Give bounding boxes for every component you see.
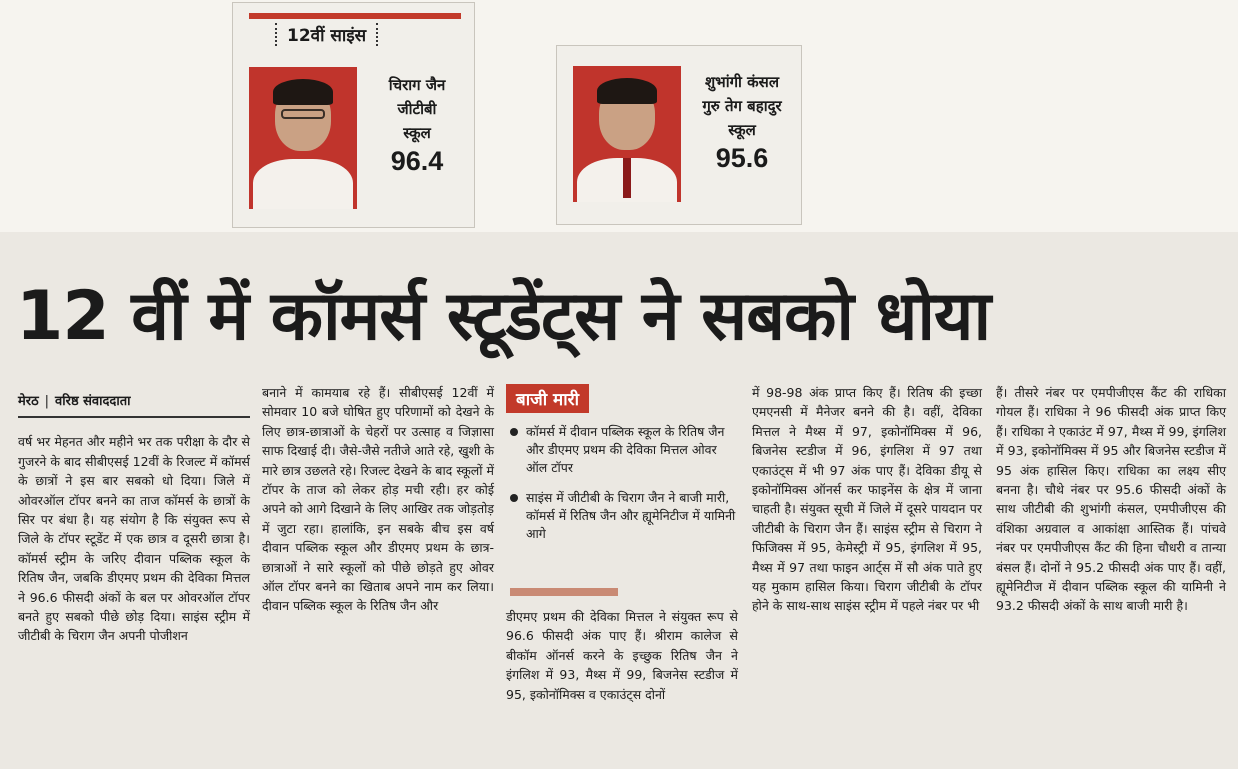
dateline: मेरठ | वरिष्ठ संवाददाता [18, 392, 250, 418]
student-school: जीटीबी [397, 100, 437, 118]
article-column-5 [996, 383, 1226, 616]
divider-bar [510, 588, 618, 596]
student-school-suffix: स्कूल [403, 124, 431, 142]
section-header [249, 13, 461, 49]
dateline-reporter: वरिष्ठ संवाददाता [55, 394, 131, 409]
column-text: डीएमए प्रथम की देविका मित्तल ने संयुक्त रूप से 96.6 फीसदी अंक पाए हैं। श्रीराम कालेज से बीकॉम ऑनर्स करने के इच्छुक रितिष जैन ने इंगलिश में 93, मैथ्स में 99, बिजनेस स्टडीज में 95, इकोनॉमिक्स व एकाउंट्स दोनों [506, 609, 738, 702]
student-name: चिराग जैन [388, 76, 446, 94]
column-text: में 98-98 अंक प्राप्त किए हैं। रितिष की इच्छा एमएनसी में मैनेजर बनने की है। वहीं, देविका मित्तल ने मैथ्स में 97, इकोनॉमिक्स में 96, बिजनेस स्टडीज में 96, इंगलिश में 97 तथा एकाउंट्स में भी 97 अंक पाए हैं। देविका डीयू से इकोनॉमिक्स ऑनर्स कर फाइनेंस के क्षेत्र में जाना चाहती है। संयुक्त सूची में जिले में दूसरे पायदान पर जीटीबी के चिराग जैन हैं। साइंस स्ट्रीम से चिराग ने फिजिक्स में 95, केमेस्ट्री में 95, इंगलिश में 95, मैथ्स में 97 तथा फाइन आर्ट्स में सौ अंक पाते हुए यह मुकाम हासिल किया। चिराग जीटीबी के टॉपर होने के साथ-साथ साइंस स्ट्रीम में पहले नंबर पर भी [752, 385, 982, 614]
highlights-title: बाजी मारी [506, 384, 589, 413]
student-name: शुभांगी कंसल [704, 73, 779, 91]
topper-card-second [556, 45, 802, 225]
student-caption [685, 70, 799, 173]
dateline-place: मेरठ [18, 394, 39, 409]
article-column-1 [18, 392, 250, 646]
column-text: बनाने में कामयाब रहे हैं। सीबीएसई 12वीं में सोमवार 10 बजे घोषित हुए परिणामों को देखने के लिए छात्र-छात्राओं के चेहरों पर उत्साह व जिज्ञासा साफ दिखाई दी। जैसे-जैसे नतीजे आते रहे, खुशी के मारे छात्र उछलते रहे। रिजल्ट देखने के बाद स्कूलों में टॉपर के ताज को लेकर होड़ मची रही। हर कोई अपने को आगे दिखाने के लिए आखिर तक जोड़तोड़ में जुटा रहा। हालांकि, इन सबके बीच इस वर्ष दीवान पब्लिक स्कूल और डीएमए प्रथम के छात्र-छात्राओं ने सारे स्कूलों को पीछे छोड़ते हुए ओवर ऑल टॉपर बनने का खिताब अपने नाम कर लिया। दीवान पब्लिक स्कूल के रितिष जैन और [262, 385, 494, 614]
article-column-3 [506, 607, 738, 704]
topper-card-science [232, 2, 475, 228]
article-column-4 [752, 383, 982, 616]
student-score: 95.6 [715, 143, 769, 173]
student-photo [573, 66, 681, 202]
section-label: 12वीं साइंस [275, 23, 378, 46]
highlights-box [506, 384, 738, 596]
highlight-item: साइंस में जीटीबी के चिराग जैन ने बाजी मारी, कॉमर्स में रितिष जैन और ह्यूमेनिटीज में यामिनी आगे [506, 489, 738, 543]
article-column-2 [262, 383, 494, 616]
student-score: 96.4 [390, 146, 444, 176]
student-photo [249, 67, 357, 209]
student-caption [365, 73, 469, 176]
student-school-suffix: स्कूल [728, 121, 756, 139]
student-school: गुरु तेग बहादुर [702, 97, 782, 115]
column-text: हैं। तीसरे नंबर पर एमपीजीएस कैंट की राधिका गोयल हैं। राधिका ने 96 फीसदी अंक प्राप्त किए हैं। राधिका ने एकाउंट में 97, मैथ्स में 99, इंगलिश में 93, इकोनॉमिक्स में 95 और बिजनेस स्टडीज में 95 अंक हासिल किए। राधिका का लक्ष्य सीए बनना है। चौथे नंबर पर 95.6 फीसदी अंकों के साथ जीटीबी की शुभांगी कंसल, एमपीजीएस की वंशिका अग्रवाल व आकांक्षा आस्तिक हैं। पांचवे नंबर पर एमपीजीएस कैंट की हिना चौधरी व तान्या बंसल हैं। दोनों ने 95.2 फीसदी अंक पाए हैं। वहीं, ह्यूमेनिटीज में दीवान पब्लिक स्कूल की यामिनी ने 93.2 फीसदी अंकों के साथ बाजी मारी है। [996, 385, 1226, 614]
article-headline: 12 वीं में कॉमर्स स्टूडेंट्स ने सबको धोया [16, 277, 991, 356]
column-text: वर्ष भर मेहनत और महीने भर तक परीक्षा के दौर से गुजरने के बाद सीबीएसई 12वीं के रिजल्ट में कॉमर्स के छात्रों ने इस बार सबको धो दिया। जिले में ओवरऑल टॉपर बनने का ताज कॉमर्स के छात्रों के सिर पर बंधा है। यह संयोग है कि संयुक्त रूप से जिले के टॉपर स्टूडेंट में एक छात्र व दूसरी छात्रा है। कॉमर्स स्ट्रीम के जरिए दीवान पब्लिक स्कूल के रितिष जैन, जबकि डीएमए प्रथम की देविका मित्तल ने 96.6 फीसदी अंकों के बल पर ओवरऑल टॉपर बनते हुए सबको पीछे छोड़ दिया। साइंस स्ट्रीम में जीटीबी के चिराग जैन अपनी पोजीशन [18, 434, 250, 644]
highlight-item: कॉमर्स में दीवान पब्लिक स्कूल के रितिष जैन और डीएमए प्रथम की देविका मित्तल ओवर ऑल टॉपर [506, 423, 738, 477]
